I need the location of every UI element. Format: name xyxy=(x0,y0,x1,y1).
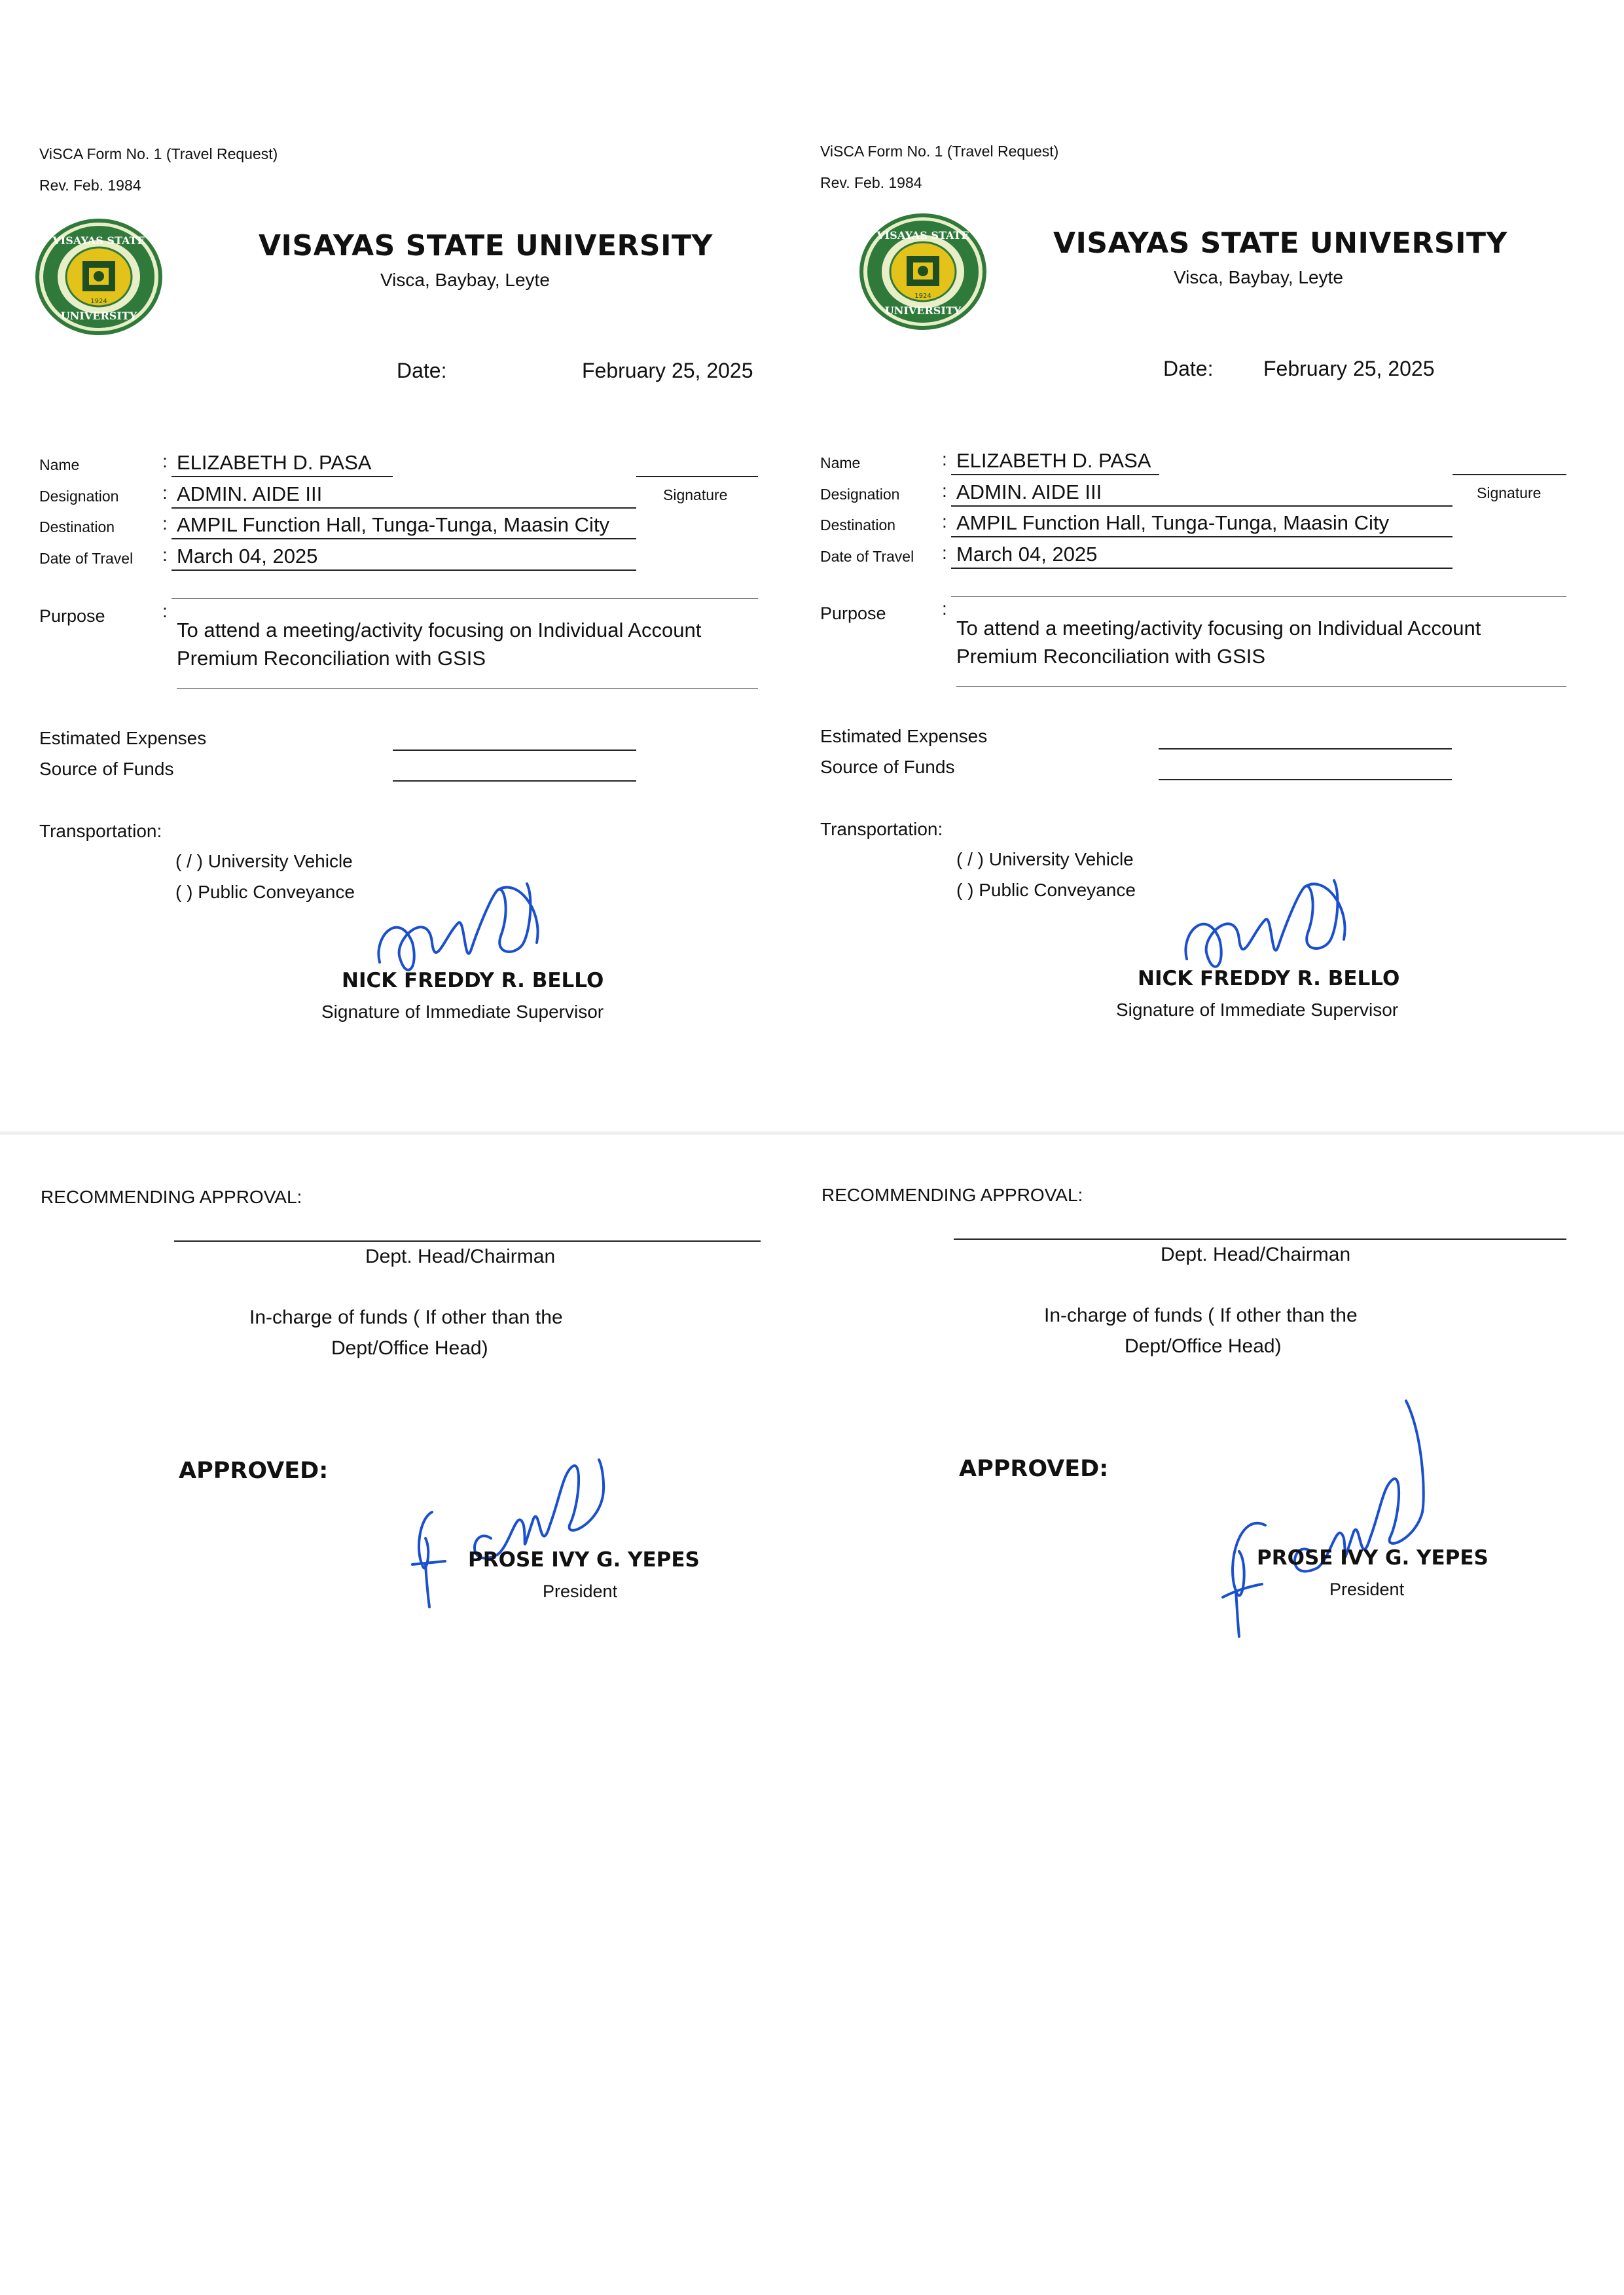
form-revision: Rev. Feb. 1984 xyxy=(820,174,922,191)
dept-head-line xyxy=(174,1240,761,1242)
designation-value: ADMIN. AIDE III xyxy=(956,480,1102,503)
signature-label: Signature xyxy=(1477,484,1542,501)
supervisor-title: Signature of Immediate Supervisor xyxy=(321,1002,604,1022)
transport-public-conveyance: ( ) Public Conveyance xyxy=(956,880,1136,900)
svg-text:UNIVERSITY: UNIVERSITY xyxy=(60,310,137,322)
purpose-line-1: To attend a meeting/activity focusing on Individual Account xyxy=(177,619,702,642)
date-label: Date: xyxy=(1163,357,1214,380)
colon: : xyxy=(942,598,947,619)
travel-request-form-right xyxy=(781,0,1593,2295)
date-value: February 25, 2025 xyxy=(1263,357,1435,380)
name-value: ELIZABETH D. PASA xyxy=(177,451,372,474)
colon: : xyxy=(942,511,947,532)
transport-public-conveyance: ( ) Public Conveyance xyxy=(175,882,355,902)
svg-text:1924: 1924 xyxy=(90,298,107,305)
president-title: President xyxy=(543,1581,618,1601)
president-name: PROSE IVY G. YEPES xyxy=(468,1548,700,1572)
signature-line xyxy=(636,476,758,477)
transportation-label: Transportation: xyxy=(39,821,162,841)
president-title: President xyxy=(1329,1580,1405,1599)
funds-incharge-line-2: Dept/Office Head) xyxy=(331,1337,488,1359)
university-name: VISAYAS STATE UNIVERSITY xyxy=(1053,226,1507,260)
purpose-bottom-line xyxy=(177,688,758,689)
source-of-funds-label: Source of Funds xyxy=(39,759,174,779)
designation-underline xyxy=(951,505,1453,507)
colon: : xyxy=(942,480,947,501)
approved-label: APPROVED: xyxy=(179,1458,329,1484)
designation-value: ADMIN. AIDE III xyxy=(177,482,323,505)
seal-text: VISAYAS STATE xyxy=(52,234,145,247)
date-of-travel-underline xyxy=(171,569,636,571)
date-of-travel-value: March 04, 2025 xyxy=(177,545,318,568)
form-number: ViSCA Form No. 1 (Travel Request) xyxy=(820,143,1059,160)
estimated-expenses-line xyxy=(1159,748,1452,750)
purpose-line-2: Premium Reconciliation with GSIS xyxy=(177,647,486,670)
transport-university-vehicle: ( / ) University Vehicle xyxy=(175,851,353,871)
recommending-approval-label: RECOMMENDING APPROVAL: xyxy=(41,1187,302,1207)
supervisor-name: NICK FREDDY R. BELLO xyxy=(342,969,604,992)
date-value: February 25, 2025 xyxy=(582,359,753,382)
source-of-funds-line xyxy=(1159,779,1452,780)
signature-line xyxy=(1453,474,1566,475)
svg-text:UNIVERSITY: UNIVERSITY xyxy=(884,304,962,317)
form-number: ViSCA Form No. 1 (Travel Request) xyxy=(39,145,278,162)
svg-text:VISAYAS STATE: VISAYAS STATE xyxy=(876,229,969,242)
colon: : xyxy=(162,545,168,565)
name-underline xyxy=(171,476,393,477)
form-revision: Rev. Feb. 1984 xyxy=(39,177,141,194)
purpose-top-line xyxy=(951,596,1566,597)
source-of-funds-line xyxy=(393,780,636,782)
purpose-line-2: Premium Reconciliation with GSIS xyxy=(956,645,1266,668)
destination-label: Destination xyxy=(820,516,896,533)
supervisor-title: Signature of Immediate Supervisor xyxy=(1116,1000,1399,1020)
destination-underline xyxy=(171,538,636,539)
date-label: Date: xyxy=(397,359,447,382)
estimated-expenses-label: Estimated Expenses xyxy=(820,726,988,746)
estimated-expenses-line xyxy=(393,750,636,751)
colon: : xyxy=(942,449,947,469)
university-name: VISAYAS STATE UNIVERSITY xyxy=(259,229,713,262)
name-label: Name xyxy=(39,456,80,473)
designation-underline xyxy=(171,507,636,509)
destination-value: AMPIL Function Hall, Tunga-Tunga, Maasin City xyxy=(177,513,610,536)
university-seal-logo xyxy=(858,213,988,331)
transportation-label: Transportation: xyxy=(820,819,943,839)
dept-head-label: Dept. Head/Chairman xyxy=(365,1246,556,1267)
university-address: Visca, Baybay, Leyte xyxy=(1174,267,1343,287)
destination-underline xyxy=(951,536,1453,537)
supervisor-name: NICK FREDDY R. BELLO xyxy=(1138,967,1400,990)
colon: : xyxy=(162,482,168,503)
svg-text:1924: 1924 xyxy=(914,293,931,300)
colon: : xyxy=(942,543,947,563)
designation-label: Designation xyxy=(820,486,900,503)
purpose-line-1: To attend a meeting/activity focusing on Individual Account xyxy=(956,617,1481,640)
signature-label: Signature xyxy=(663,486,728,503)
purpose-label: Purpose xyxy=(39,606,105,626)
purpose-label: Purpose xyxy=(820,604,886,623)
date-of-travel-label: Date of Travel xyxy=(39,550,134,567)
approved-label: APPROVED: xyxy=(959,1456,1109,1482)
dept-head-label: Dept. Head/Chairman xyxy=(1161,1244,1351,1265)
dept-head-line xyxy=(954,1238,1566,1240)
name-label: Name xyxy=(820,454,861,471)
date-of-travel-label: Date of Travel xyxy=(820,548,914,565)
university-seal-logo xyxy=(34,218,164,336)
president-signature xyxy=(1200,1394,1462,1643)
funds-incharge-line-1: In-charge of funds ( If other than the xyxy=(1044,1305,1358,1326)
name-underline xyxy=(951,474,1159,475)
purpose-bottom-line xyxy=(956,686,1566,687)
colon: : xyxy=(162,513,168,533)
purpose-top-line xyxy=(171,598,758,599)
colon: : xyxy=(162,451,168,471)
estimated-expenses-label: Estimated Expenses xyxy=(39,728,207,748)
president-name: PROSE IVY G. YEPES xyxy=(1257,1546,1489,1570)
recommending-approval-label: RECOMMENDING APPROVAL: xyxy=(821,1185,1083,1205)
funds-incharge-line-1: In-charge of funds ( If other than the xyxy=(249,1307,563,1328)
date-of-travel-value: March 04, 2025 xyxy=(956,543,1098,566)
university-address: Visca, Baybay, Leyte xyxy=(380,270,550,290)
destination-label: Destination xyxy=(39,518,115,535)
funds-incharge-line-2: Dept/Office Head) xyxy=(1125,1335,1282,1357)
transport-university-vehicle: ( / ) University Vehicle xyxy=(956,849,1134,869)
destination-value: AMPIL Function Hall, Tunga-Tunga, Maasin City xyxy=(956,511,1390,534)
name-value: ELIZABETH D. PASA xyxy=(956,449,1151,472)
designation-label: Designation xyxy=(39,488,119,505)
date-of-travel-underline xyxy=(951,568,1453,569)
source-of-funds-label: Source of Funds xyxy=(820,757,955,777)
colon: : xyxy=(162,601,168,621)
